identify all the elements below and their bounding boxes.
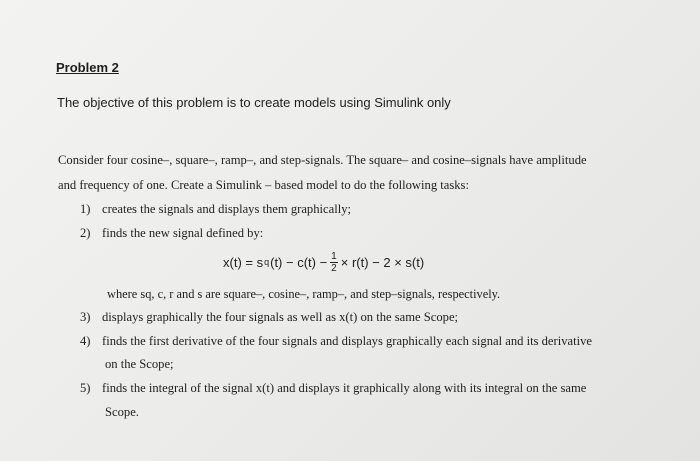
task-item-1: [80, 202, 351, 217]
fraction-denominator: 2: [331, 262, 337, 274]
signal-formula: [222, 247, 425, 277]
formula-middle: (t) − c(t) −: [270, 254, 328, 270]
task-text: finds the new signal defined by:: [102, 226, 264, 240]
task-text: creates the signals and displays them graphically;: [102, 202, 352, 216]
problem-objective: The objective of this problem is to create models using Simulink only: [57, 95, 451, 110]
formula-subscript: q: [264, 257, 270, 267]
task-number: 4): [80, 334, 91, 348]
intro-line-2: and frequency of one. Create a Simulink – based model to do the following tasks:: [58, 178, 469, 192]
task-item-2: [80, 226, 263, 241]
task-text: displays graphically the four signals as well as x(t) on the same Scope;: [102, 310, 459, 324]
task-text: finds the first derivative of the four signals and displays graphically each signal and its derivative: [102, 334, 592, 348]
task-number: 1): [80, 202, 91, 216]
task-item-3: [80, 310, 458, 325]
task-number: 3): [80, 310, 91, 324]
formula-lhs: x(t) = s: [223, 254, 264, 270]
task-number: 2): [80, 226, 91, 240]
where-clause: where sq, c, r and s are square–, cosine–, ramp–, and step–signals, respectively.: [107, 287, 501, 301]
task-item-5-continuation: Scope.: [105, 405, 139, 419]
task-number: 5): [80, 381, 91, 395]
problem-title: Problem 2: [56, 60, 119, 75]
formula-rhs: × r(t) − 2 × s(t): [340, 254, 425, 270]
task-item-4-continuation: on the Scope;: [105, 357, 174, 371]
task-item-5: [80, 381, 586, 396]
task-text: finds the integral of the signal x(t) and displays it graphically along with its integral on the same: [102, 381, 587, 395]
formula-fraction: [330, 251, 338, 274]
intro-line-1: Consider four cosine–, square–, ramp–, and step-signals. The square– and cosine–signals have amplitude: [58, 153, 587, 167]
fraction-numerator: 1: [331, 250, 337, 262]
task-item-4: [80, 334, 592, 349]
